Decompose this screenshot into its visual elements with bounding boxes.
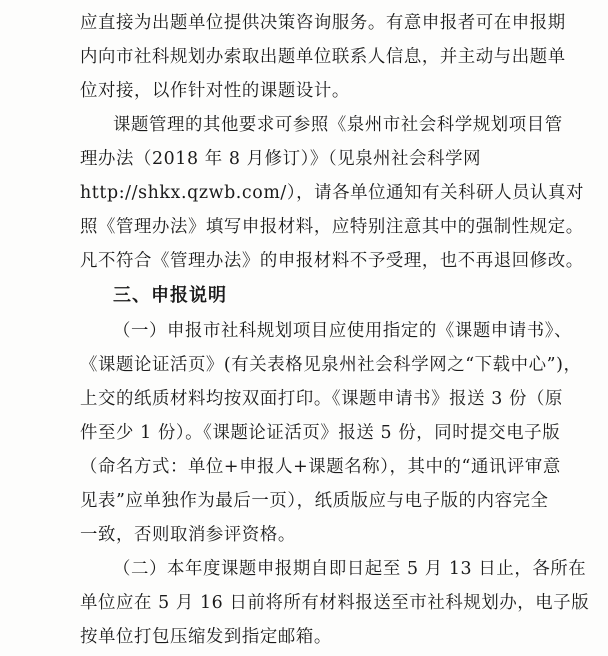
paragraph-line: 见表”应单独作为最后一页），纸质版应与电子版的内容完全 <box>80 491 549 511</box>
paragraph-line: 理办法（2018 年 8 月修订）》（见泉州社会科学网 <box>80 149 482 169</box>
paragraph-line: 照《管理办法》填写申报材料，应特别注意其中的强制性规定。 <box>80 217 584 237</box>
paragraph-line: 《课题论证活页》(有关表格见泉州社会科学网之“下载中心”)， <box>80 355 582 375</box>
paragraph-line: 内向市社科规划办索取出题单位联系人信息，并主动与出题单 <box>80 47 566 67</box>
paragraph-line: 件至少 1 份）。《课题论证活页》报送 5 份，同时提交电子版 <box>80 423 561 443</box>
paragraph-line: 一致，否则取消参评资格。 <box>80 525 296 545</box>
paragraph-line: 应直接为出题单位提供决策咨询服务。有意申报者可在申报期 <box>80 13 566 33</box>
paragraph-line: 位对接，以作针对性的课题设计。 <box>80 81 350 101</box>
paragraph-line: （命名方式：单位+申报人+课题名称），其中的“通讯评审意 <box>80 457 561 477</box>
paragraph-line: 课题管理的其他要求可参照《泉州市社会科学规划项目管 <box>113 115 563 135</box>
paragraph-line: 按单位打包压缩发到指定邮箱。 <box>80 627 332 647</box>
paragraph-line: 单位应在 5 月 16 日前将所有材料报送至市社科规划办，电子版 <box>80 593 590 613</box>
paragraph-line: 上交的纸质材料均按双面打印。《课题申请书》报送 3 份（原 <box>80 389 563 409</box>
paragraph-line: http://shkx.qzwb.com/），请各单位通知有关科研人员认真对 <box>80 183 585 203</box>
paragraph-line: 凡不符合《管理办法》的申报材料不予受理，也不再退回修改。 <box>80 251 584 271</box>
paragraph-line: （二）本年度课题申报期自即日起至 5 月 13 日止，各所在 <box>113 559 587 579</box>
section-heading: 三、申报说明 <box>113 285 227 306</box>
paragraph-line: （一）申报市社科规划项目应使用指定的《课题申请书》、 <box>113 321 573 341</box>
